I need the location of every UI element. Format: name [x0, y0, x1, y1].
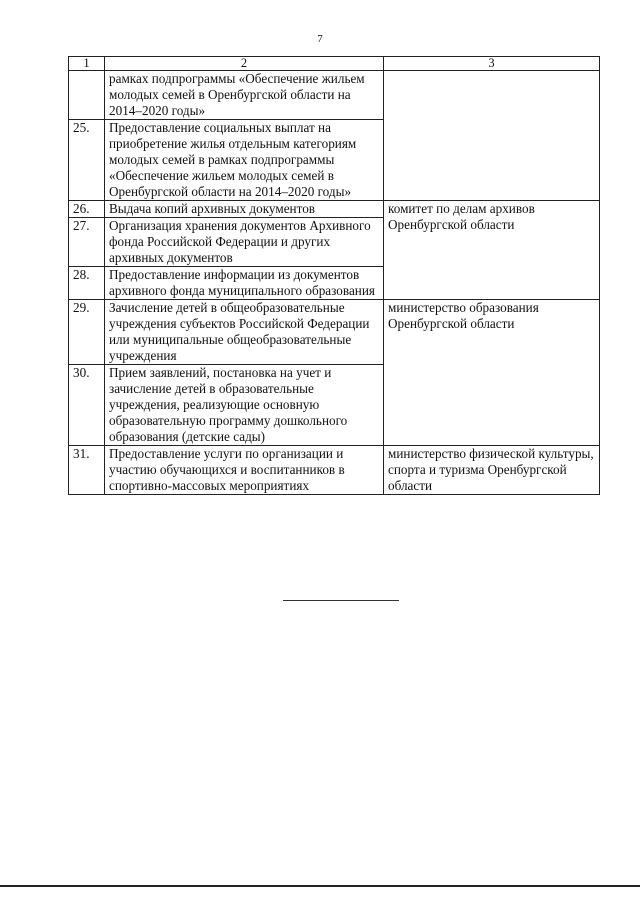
responsible-authority: министерство образования Оренбургской области: [384, 300, 600, 446]
services-table: [68, 56, 600, 495]
service-description: Предоставление услуги по организации и участию обучающихся и воспитанников в спортивно-массовых мероприятиях: [105, 446, 384, 495]
table-row: [69, 71, 600, 120]
responsible-authority-empty: [384, 71, 600, 201]
row-number: 25.: [69, 120, 105, 201]
service-description: рамках подпрограммы «Обеспечение жильем молодых семей в Оренбургской области на 2014–2020 годы»: [105, 71, 384, 120]
service-description: Предоставление информации из документов архивного фонда муниципального образования: [105, 267, 384, 300]
column-header-1: 1: [69, 57, 105, 71]
service-description: Прием заявлений, постановка на учет и зачисление детей в образовательные учреждения, реализующие основную образовательную программу дошкольного образования (детские сады): [105, 365, 384, 446]
service-description: Выдача копий архивных документов: [105, 201, 384, 218]
row-number: 28.: [69, 267, 105, 300]
table-row: [69, 300, 600, 365]
responsible-authority: комитет по делам архивов Оренбургской области: [384, 201, 600, 300]
row-number: 27.: [69, 218, 105, 267]
page-number: 7: [317, 33, 323, 45]
scan-edge-line: [0, 885, 640, 887]
column-header-2: 2: [105, 57, 384, 71]
end-divider: [283, 600, 399, 601]
responsible-authority: министерство физической культуры, спорта и туризма Оренбургской области: [384, 446, 600, 495]
row-number: 31.: [69, 446, 105, 495]
service-description: Предоставление социальных выплат на приобретение жилья отдельным категориям молодых семей в рамках подпрограммы «Обеспечение жильем молодых семей в Оренбургской области на 2014–2020 годы»: [105, 120, 384, 201]
row-number: 26.: [69, 201, 105, 218]
service-description: Зачисление детей в общеобразовательные учреждения субъектов Российской Федерации или муниципальные общеобразовательные учреждения: [105, 300, 384, 365]
column-header-3: 3: [384, 57, 600, 71]
row-number: 29.: [69, 300, 105, 365]
table-row: [69, 201, 600, 218]
table-header-row: [69, 57, 600, 71]
row-number: [69, 71, 105, 120]
row-number: 30.: [69, 365, 105, 446]
service-description: Организация хранения документов Архивного фонда Российской Федерации и других архивных документов: [105, 218, 384, 267]
table-row: [69, 446, 600, 495]
